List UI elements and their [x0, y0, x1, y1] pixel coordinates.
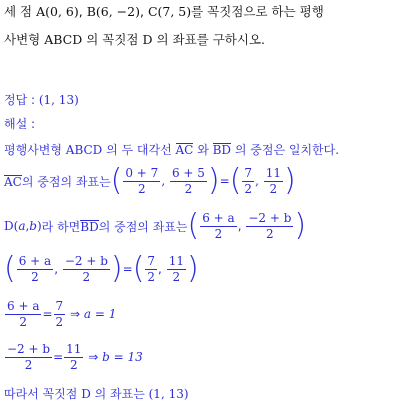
fraction: $\frac{6 + 5}{2}$: [171, 165, 205, 196]
fraction: $\frac{-2 + b}{2}$: [64, 253, 108, 284]
explanation-label: 해설 :: [4, 117, 36, 131]
fraction: $\frac{7}{2}$: [244, 165, 253, 196]
point-a-label: A: [36, 4, 46, 19]
fraction: $\frac{-2 + b}{2}$: [7, 342, 51, 372]
explanation-line-5: $\frac{6 + a}{2}$ = $\frac{7}{2}$ ⇒ a = 1: [7, 299, 117, 329]
fraction: $\frac{11}{2}$: [168, 253, 184, 284]
implies-arrow: ⇒: [88, 350, 99, 365]
segment-bd: BD: [212, 143, 232, 157]
fraction: $\frac{-2 + b}{2}$: [248, 210, 292, 241]
explanation-line-1: 평행사변형 ABCD 의 두 대각선 AC 와 BD 의 중점은 일치한다.: [4, 143, 340, 157]
problem-line-1: 세 점 A(0, 6), B(6, −2), C(7, 5)를 꼭짓점으로 하는 평행: [4, 4, 324, 19]
fraction: $\frac{6 + a}{2}$: [18, 253, 52, 284]
fraction: $\frac{0 + 7}{2}$: [125, 165, 159, 196]
fraction: $\frac{6 + a}{2}$: [7, 299, 40, 329]
answer-value: (1, 13): [38, 93, 79, 107]
explanation-line-6: $\frac{-2 + b}{2}$ = $\frac{11}{2}$ ⇒ b = 13: [7, 342, 143, 372]
answer-label: 정답 :: [4, 93, 39, 107]
segment-ac: AC: [175, 143, 194, 157]
problem-line-2: 사변형 ABCD 의 꼭짓점 D 의 좌표를 구하시오.: [4, 32, 265, 47]
explanation-line-3: D ( a , b ) 라 하면 BD 의 중점의 좌표는 ( $\frac{6 + a}{2}$ , $\frac{-2 + b}{2}$ ): [4, 208, 307, 243]
fraction: $\frac{6 + a}{2}$: [202, 210, 235, 241]
explanation-line-2: AC 의 중점의 좌표는 ( $\frac{0 + 7}{2}$ , $\frac{6 + 5}{2}$ ) = ( $\frac{7}{2}$ , $\frac{11}{2}$ ): [4, 163, 296, 198]
fraction: $\frac{7}{2}$: [147, 253, 156, 284]
explanation-line-7: 따라서 꼭짓점 D 의 좌표는 (1, 13): [4, 387, 189, 401]
fraction: $\frac{11}{2}$: [66, 342, 82, 372]
answer-line: [4, 91, 79, 108]
fraction: $\frac{11}{2}$: [265, 165, 281, 196]
fraction: $\frac{7}{2}$: [55, 299, 64, 329]
explanation-line-4: ( $\frac{6 + a}{2}$ , $\frac{-2 + b}{2}$ ) = ( $\frac{7}{2}$ , $\frac{11}{2}$ ): [4, 251, 199, 286]
implies-arrow: ⇒: [70, 307, 81, 322]
